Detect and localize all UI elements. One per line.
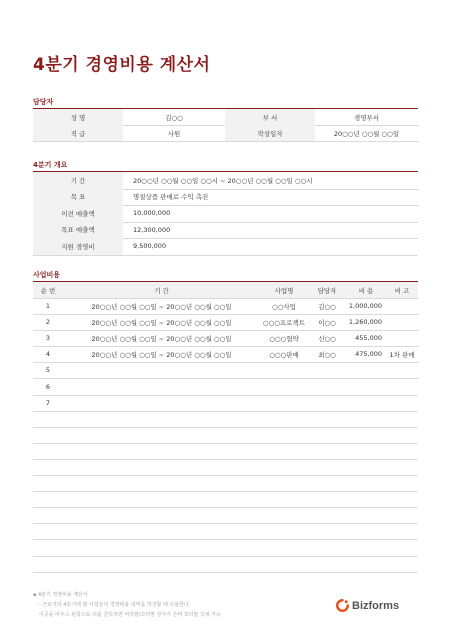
cell-note	[386, 298, 418, 314]
overview-label: 이전 매출액	[33, 205, 123, 222]
cell-person	[308, 379, 346, 395]
cell-person: 신○○	[318, 334, 336, 343]
cell-note	[386, 556, 418, 572]
cell-no: 7	[45, 398, 51, 407]
cell-note	[386, 314, 418, 330]
cell-no: 3	[45, 334, 51, 343]
table-row	[33, 362, 418, 379]
cell-person	[308, 523, 346, 539]
cell-period: 20○○년 ○○월 ○○일 ~ 20○○년 ○○월 ○○일	[91, 334, 232, 343]
cell-person	[308, 556, 346, 572]
cell-period	[63, 507, 260, 523]
cell-no	[33, 459, 63, 475]
cell-project	[260, 443, 308, 459]
overview-row	[33, 238, 418, 256]
cell-project	[260, 427, 308, 443]
cell-no	[33, 491, 63, 507]
cell-no	[33, 540, 63, 556]
cell-person	[308, 475, 346, 491]
cell-project	[260, 411, 308, 427]
cell-period: 20○○년 ○○월 ○○일 ~ 20○○년 ○○월 ○○일	[91, 318, 232, 327]
document-title: 4분기 경영비용 계산서	[33, 55, 211, 75]
overview-label: 목표 매출액	[33, 222, 123, 239]
col-header-no: 순 번	[33, 282, 63, 298]
cell-note	[386, 330, 418, 346]
cell-project	[260, 475, 308, 491]
overview-label: 목 표	[33, 189, 123, 206]
cell-project	[260, 540, 308, 556]
overview-row	[33, 189, 418, 207]
table-row	[33, 298, 418, 315]
cell-cost	[346, 556, 382, 572]
cell-note	[386, 395, 418, 411]
cell-project: ○○사업	[272, 302, 296, 311]
cell-project	[260, 507, 308, 523]
cell-person: 이○○	[318, 318, 336, 327]
cell-project	[260, 459, 308, 475]
overview-value: 10,000,000	[133, 209, 171, 218]
name-label: 성 명	[33, 109, 123, 125]
cell-person	[308, 459, 346, 475]
table-row	[33, 459, 418, 476]
cell-cost: 475,000	[355, 350, 382, 359]
col-header-note: 비 고	[386, 282, 418, 298]
table-row	[33, 314, 418, 331]
cell-period	[63, 411, 260, 427]
cell-person	[308, 540, 346, 556]
cell-no	[33, 475, 63, 491]
cell-period	[63, 459, 260, 475]
table-row	[33, 427, 418, 444]
section-heading-overview: 4분기 개요	[33, 161, 68, 169]
cell-no	[33, 507, 63, 523]
cell-note	[386, 362, 418, 378]
footer-line-3: 이곳을 마우스 왼쪽으로 더블 클릭하면 머리말/꼬리말 상자가 뜬며 꼬리말 삭제 가능	[39, 612, 221, 618]
cell-person: 최○○	[318, 350, 336, 359]
cell-note	[386, 491, 418, 507]
cell-person	[308, 395, 346, 411]
cell-cost: 1,260,000	[348, 318, 382, 327]
section-heading-business: 사업비용	[33, 271, 61, 279]
cell-cost	[346, 507, 382, 523]
cell-project	[260, 491, 308, 507]
cell-cost	[346, 395, 382, 411]
cell-cost	[346, 427, 382, 443]
cell-cost	[346, 362, 382, 378]
cell-person	[308, 491, 346, 507]
cell-project	[260, 523, 308, 539]
cell-period	[63, 523, 260, 539]
cell-note	[386, 540, 418, 556]
table-row	[33, 346, 418, 363]
cell-period	[63, 379, 260, 395]
cell-cost	[346, 475, 382, 491]
cell-note	[386, 507, 418, 523]
cell-cost	[346, 540, 382, 556]
cell-period	[63, 491, 260, 507]
cell-note	[386, 475, 418, 491]
footer-notes	[33, 590, 221, 620]
cell-note	[386, 427, 418, 443]
cell-note	[386, 379, 418, 395]
col-header-cost: 비 용	[346, 282, 386, 298]
section-heading-manager: 담당자	[33, 98, 54, 106]
cell-cost	[346, 523, 382, 539]
manager-row-1	[33, 109, 418, 126]
position-value: 사원	[167, 129, 181, 138]
overview-value: 명절상품 판매로 수익 촉진	[133, 193, 209, 202]
cell-project	[260, 556, 308, 572]
cell-note	[386, 443, 418, 459]
cell-note	[386, 411, 418, 427]
table-row	[33, 540, 418, 557]
cell-project	[260, 395, 308, 411]
cell-no	[33, 443, 63, 459]
table-row	[33, 491, 418, 508]
cell-period	[63, 556, 260, 572]
col-header-person: 담당자	[308, 282, 346, 298]
table-row	[33, 556, 418, 573]
cell-project: ○○○판매	[269, 350, 299, 359]
date-value: 20○○년 ○○월 ○○일	[333, 129, 400, 138]
cell-period	[63, 395, 260, 411]
table-row	[33, 379, 418, 396]
cell-no: 2	[45, 318, 51, 327]
table-row	[33, 411, 418, 428]
cell-cost	[346, 491, 382, 507]
cell-cost	[346, 459, 382, 475]
cell-project	[260, 362, 308, 378]
cell-no	[33, 427, 63, 443]
cell-person	[308, 443, 346, 459]
position-label: 직 급	[33, 125, 123, 141]
cell-note	[386, 459, 418, 475]
cell-no: 5	[45, 366, 51, 375]
cell-no	[33, 556, 63, 572]
overview-row	[33, 205, 418, 223]
date-label: 작성일자	[225, 125, 315, 141]
table-row	[33, 475, 418, 492]
col-header-period: 기 간	[63, 282, 260, 298]
cell-person: 김○○	[318, 302, 336, 311]
cell-person	[308, 362, 346, 378]
name-value: 김○○	[165, 113, 183, 122]
cell-person	[308, 411, 346, 427]
cell-period	[63, 443, 260, 459]
cell-no	[33, 411, 63, 427]
cell-cost	[346, 411, 382, 427]
table-row	[33, 330, 418, 347]
cell-cost	[346, 379, 382, 395]
cell-period	[63, 362, 260, 378]
overview-value: 9,500,000	[133, 242, 167, 251]
cell-cost	[346, 443, 382, 459]
overview-label: 기 간	[33, 172, 123, 189]
cell-cost: 455,000	[355, 334, 382, 343]
cell-period	[63, 475, 260, 491]
bizforms-logo-text: Bizforms	[352, 599, 400, 612]
cell-no	[33, 523, 63, 539]
dept-label: 부 서	[225, 109, 315, 125]
cell-no: 6	[45, 382, 51, 391]
table-row	[33, 443, 418, 460]
cell-note	[386, 523, 418, 539]
cell-period	[63, 427, 260, 443]
overview-row	[33, 172, 418, 190]
bizforms-logo-icon	[336, 599, 349, 612]
cell-note: 1차 판매	[389, 350, 415, 359]
cell-period	[63, 540, 260, 556]
business-header-row	[33, 282, 418, 299]
cell-cost: 1,000,000	[348, 302, 382, 311]
cell-project: ○○○협약	[269, 334, 299, 343]
overview-value: 12,300,000	[133, 225, 171, 234]
footer-line-1: ▪ 4분기 경영비용 계산서	[33, 592, 88, 598]
table-row	[33, 395, 418, 412]
bizforms-logo	[336, 599, 399, 612]
overview-value: 20○○년 ○○월 ○○일 ○○시 ~ 20○○년 ○○월 ○○일 ○○시	[133, 176, 313, 185]
col-header-project: 사업명	[260, 282, 308, 298]
cell-person	[308, 427, 346, 443]
table-row	[33, 523, 418, 540]
overview-label: 지원 경영비	[33, 238, 123, 255]
cell-period: 20○○년 ○○월 ○○일 ~ 20○○년 ○○월 ○○일	[91, 302, 232, 311]
cell-period: 20○○년 ○○월 ○○일 ~ 20○○년 ○○월 ○○일	[91, 350, 232, 359]
overview-row	[33, 222, 418, 240]
cell-project	[260, 379, 308, 395]
table-row	[33, 507, 418, 524]
manager-row-2	[33, 125, 418, 142]
cell-person	[308, 507, 346, 523]
cell-no: 4	[45, 350, 51, 359]
cell-no: 1	[45, 302, 51, 311]
cell-project: ○○○프로젝트	[262, 318, 306, 327]
dept-value: 경영부서	[353, 113, 380, 122]
footer-line-2: - 근로자의 4분기에 할 사업들의 경영비용 내역을 작성할 때 사용한다.	[39, 602, 191, 608]
